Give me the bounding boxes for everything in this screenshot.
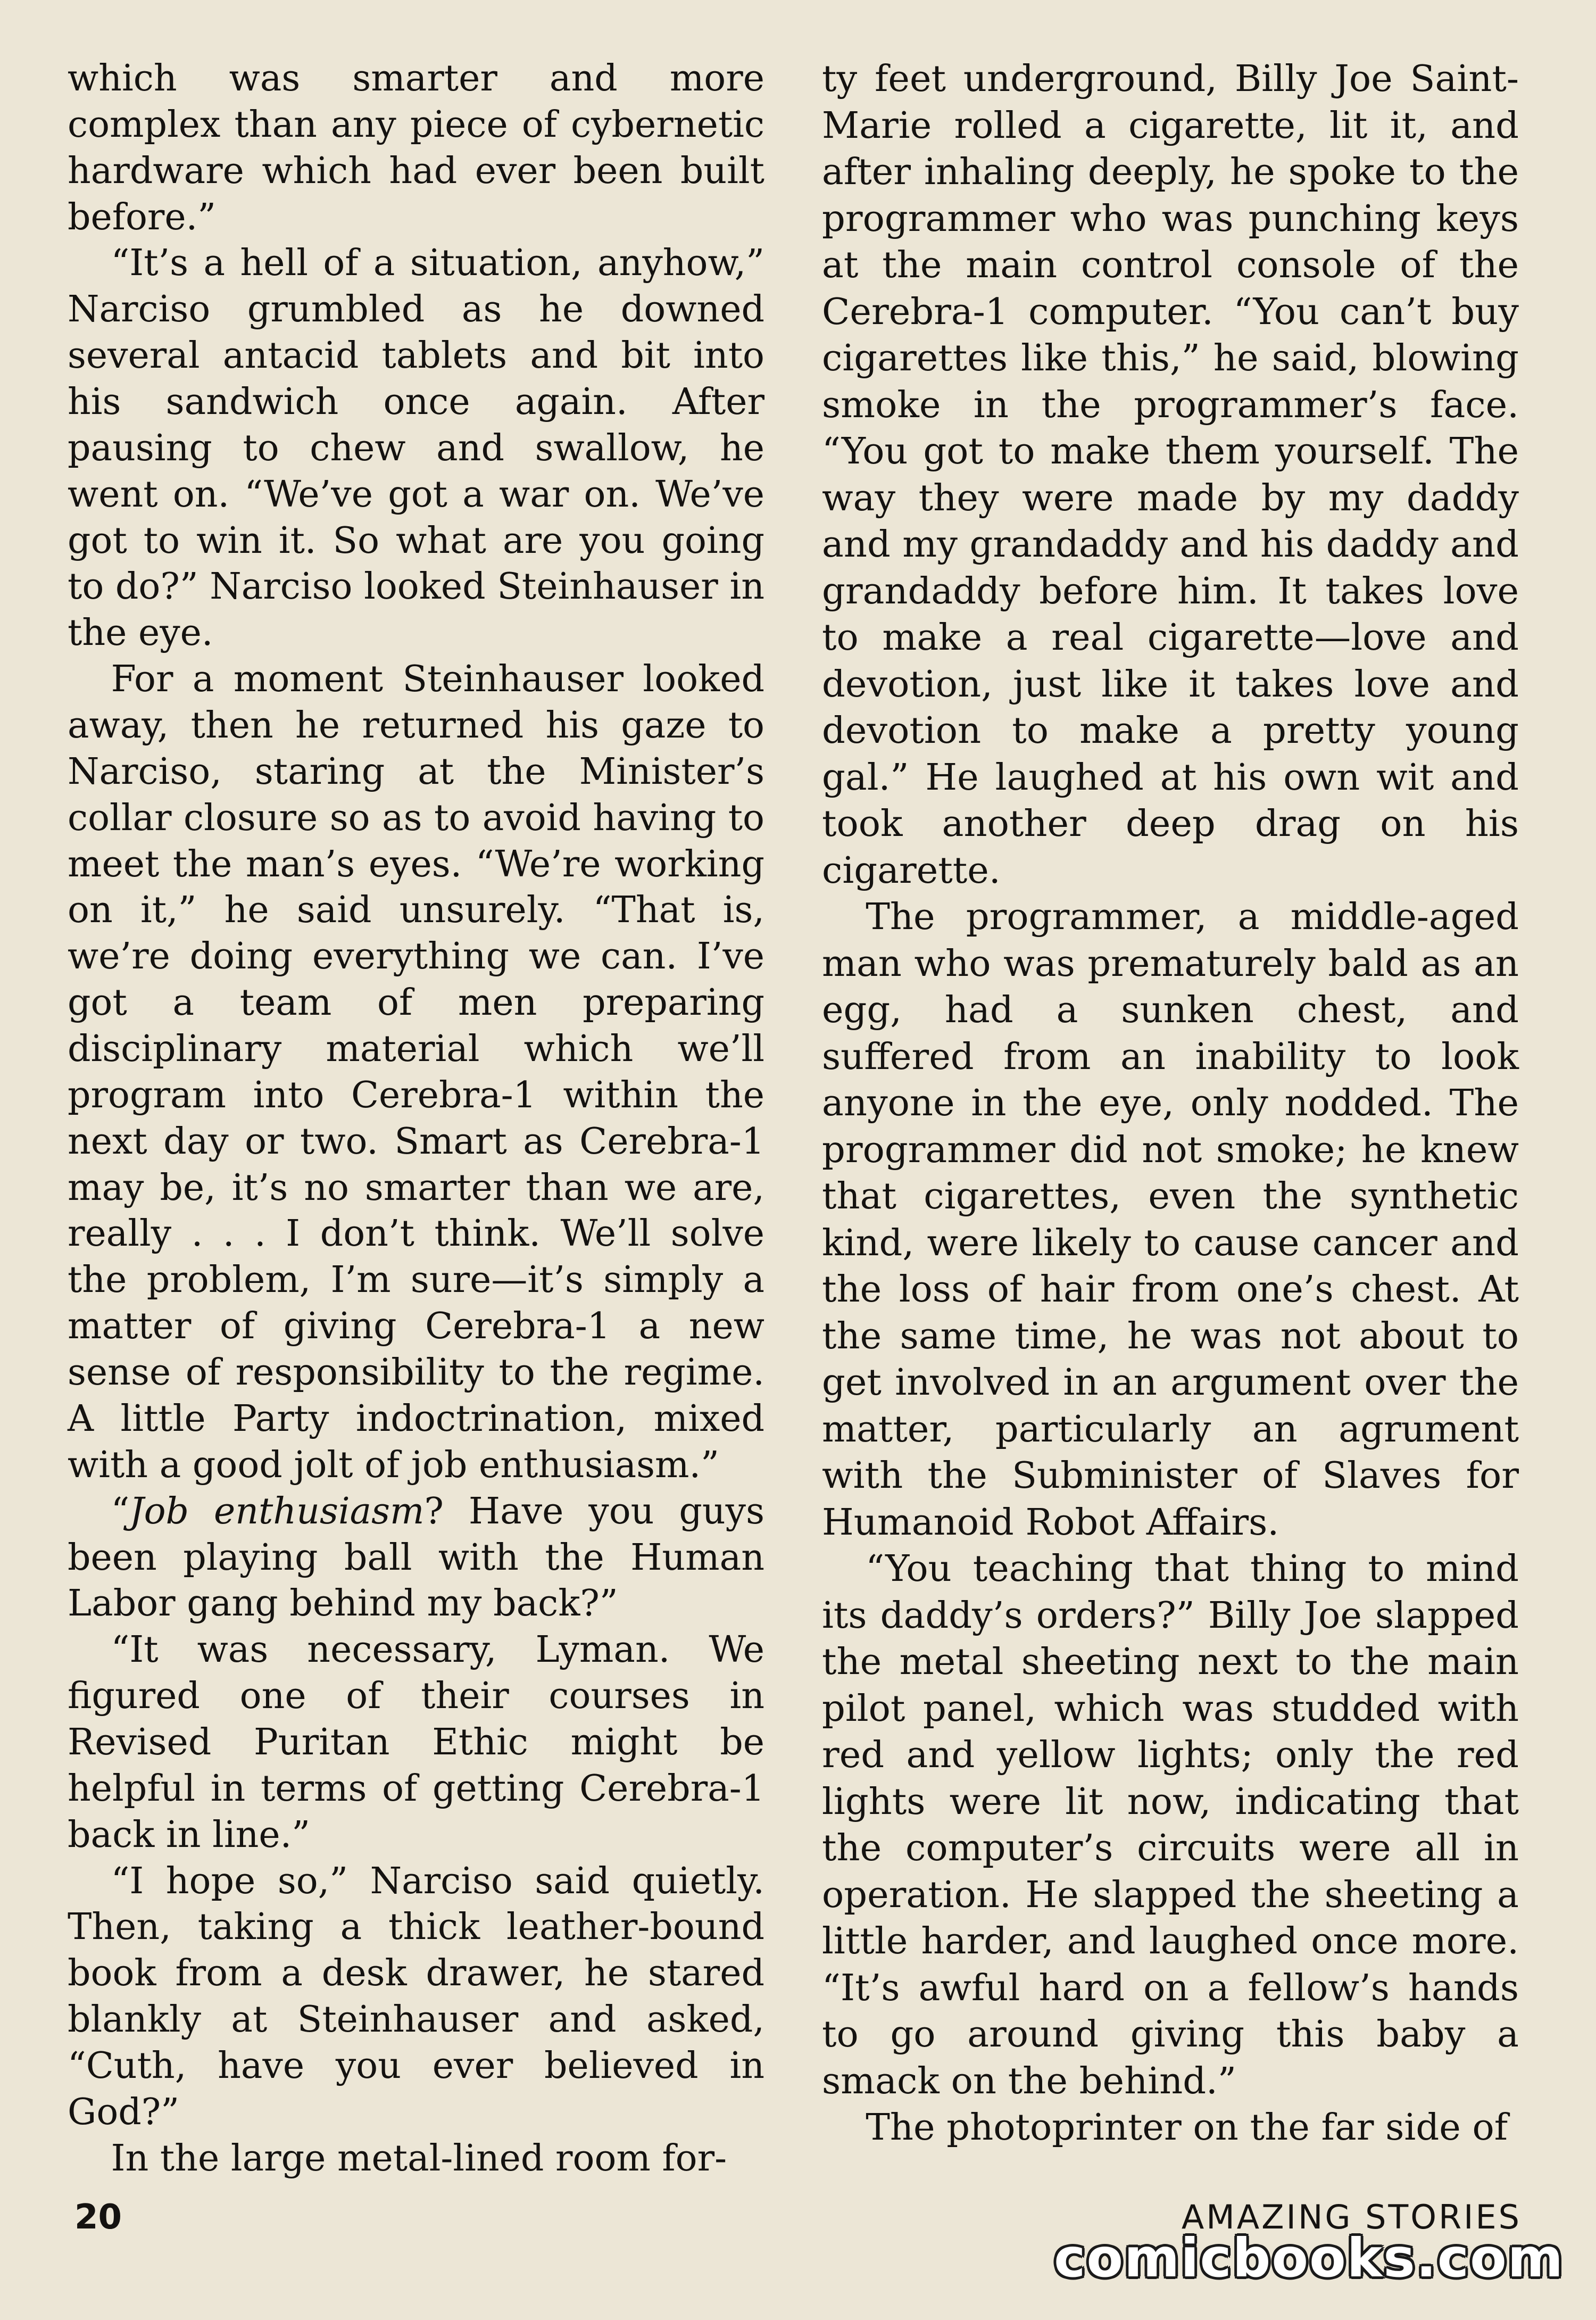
page-number: 20 bbox=[74, 2198, 122, 2237]
paragraph: In the large metal-lined room for- bbox=[111, 2137, 727, 2180]
paragraph: which was smarter and more complex than any piece of cybernetic hardware which had ever been built before.” bbox=[68, 57, 764, 238]
paragraph: For a moment Steinhauser looked away, then he returned his gaze to Narciso, staring at the Minister’s collar closure so as to avoid having to meet the man’s eyes. “We’re working on it,” he said unsurely. “That is, we’re doing everything we can. I’ve got a team of men preparing disciplinary material which we’ll program into Cerebra-1 within the next day or two. Smart as Cerebra-1 may be, it’s no smarter than we are, really . . . I don’t think. We’ll solve the problem, I’m sure—it’s simply a matter of giving Cerebra-1 a new sense of responsibility to the regime. A little Party indoctrination, mixed with a good jolt of job enthusiasm.” bbox=[68, 658, 764, 1486]
paragraph: The photoprinter on the far side of bbox=[866, 2106, 1508, 2149]
emphasis: Job enthusiasm bbox=[129, 1490, 425, 1532]
magazine-title: AMAZING STORIES bbox=[1181, 2198, 1522, 2236]
left-text-column bbox=[68, 56, 764, 2182]
right-text-column bbox=[822, 56, 1519, 2151]
watermark: comicbooks.com bbox=[1054, 2227, 1564, 2289]
paragraph: “You teaching that thing to mind its daddy’s orders?” Billy Joe slapped the metal sheeting next to the main pilot panel, which was studded with red and yellow lights; only the red lights were lit now, indicating that the computer’s circuits were all in operation. He slapped the sheeting a little harder, and laughed once more. “It’s awful hard on a fellow’s hands to go around giving this baby a smack on the behind.” bbox=[822, 1547, 1519, 2102]
paragraph: “It was necessary, Lyman. We figured one of their courses in Revised Puritan Ethic might be helpful in terms of getting Cerebra-1 back in line.” bbox=[68, 1629, 764, 1856]
paragraph: “Job enthusiasm? Have you guys been playing ball with the Human Labor gang behind my back?” bbox=[68, 1490, 764, 1625]
paragraph: ty feet underground, Billy Joe Saint-Marie rolled a cigarette, lit it, and after inhaling deeply, he spoke to the programmer who was punching keys at the main control console of the Cerebra-1 computer. “You can’t buy cigarettes like this,” he said, blowing smoke in the programmer’s face. “You got to make them yourself. The way they were made by my daddy and my grandaddy and his daddy and grandaddy before him. It takes love to make a real cigarette—love and devotion, just like it takes love and devotion to make a pretty young gal.” He laughed at his own wit and took another deep drag on his cigarette. bbox=[822, 57, 1519, 892]
paragraph: “It’s a hell of a situation, anyhow,” Narciso grumbled as he downed several antacid tablets and bit into his sandwich once again. After pausing to chew and swallow, he went on. “We’ve got a war on. We’ve got to win it. So what are you going to do?” Narciso looked Steinhauser in the eye. bbox=[68, 242, 764, 654]
paragraph: “I hope so,” Narciso said quietly. Then, taking a thick leather-bound book from a desk drawer, he stared blankly at Steinhauser and asked, “Cuth, have you ever believed in God?” bbox=[68, 1860, 764, 2133]
paragraph: The programmer, a middle-aged man who was prematurely bald as an egg, had a sunken chest, and suffered from an inability to look anyone in the eye, only nodded. The programmer did not smoke; he knew that cigarettes, even the synthetic kind, were likely to cause cancer and the loss of hair from one’s chest. At the same time, he was not about to get involved in an argument over the matter, particularly an agrument with the Subminister of Slaves for Humanoid Robot Affairs. bbox=[822, 896, 1519, 1544]
